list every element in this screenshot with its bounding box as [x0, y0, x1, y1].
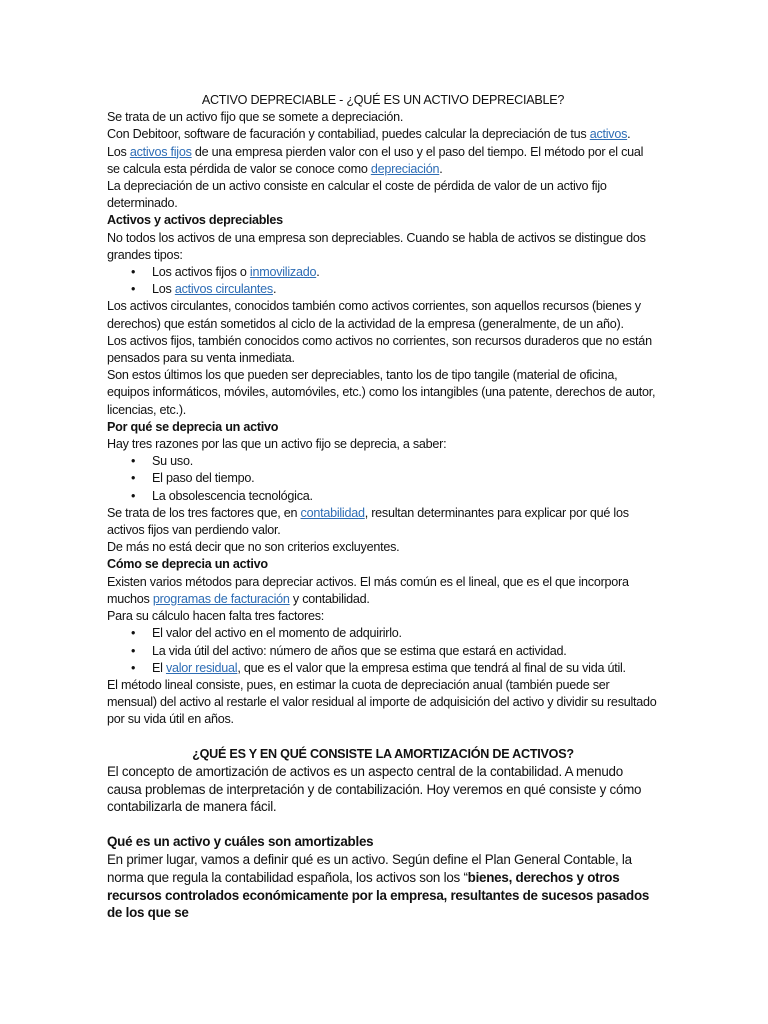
section1-paragraph-4: Son estos últimos los que pueden ser depreciables, tanto los de tipo tangile (material de oficina, equipos informáticos, móviles, automóviles, etc.) como los intangibles (una patente, derechos de autor, licencias, etc.).	[107, 368, 656, 417]
list-item: • La vida útil del activo: número de años que se estima que estará en actividad.	[107, 643, 659, 660]
section3-paragraph-1	[107, 574, 659, 608]
factors-list	[107, 625, 659, 677]
section-heading-que-es-activo: Qué es un activo y cuáles son amortizables	[107, 834, 374, 850]
list-item	[107, 660, 659, 677]
link-valor-residual[interactable]: valor residual	[165, 660, 238, 675]
text-span: Los	[152, 282, 175, 297]
text-span: En primer lugar, vamos a definir qué es un activo. Según define el Plan General Contable, la norma que regula la contabilidad española, los activos son los “	[107, 851, 632, 885]
asset-types-list	[107, 264, 659, 298]
section-heading-amortizacion: ¿QUÉ ES Y EN QUÉ CONSISTE LA AMORTIZACIÓN DE ACTIVOS?	[192, 746, 574, 761]
list-item: • Su uso.	[107, 453, 659, 470]
link-programas-facturacion[interactable]: programas de facturación	[152, 591, 290, 606]
section4-paragraph-1: El concepto de amortización de activos es un aspecto central de la contabilidad. A menudo causa problemas de interpretación y de contabilización. Hoy veremos en qué consiste y cómo contabilizarla de manera fácil.	[107, 763, 642, 815]
text-span: El	[152, 660, 166, 675]
intro-paragraph-3	[107, 144, 659, 178]
link-contabilidad[interactable]: contabilidad	[300, 505, 365, 520]
list-item	[107, 281, 659, 298]
text-span: Con Debitoor, software de facuración y contabiliad, puedes calcular la depreciación de tus	[107, 127, 590, 142]
text-span: .	[439, 161, 443, 176]
paragraph-spacer	[107, 816, 659, 833]
text-span: .	[316, 265, 320, 280]
intro-paragraph-4: La depreciación de un activo consiste en calcular el coste de pérdida de valor de un activo fijo determinado.	[107, 179, 607, 211]
text-span: Se trata de los tres factores que, en	[107, 505, 301, 520]
document-title: ACTIVO DEPRECIABLE - ¿QUÉ ES UN ACTIVO DEPRECIABLE?	[201, 93, 565, 107]
text-span: .	[627, 127, 631, 142]
list-item: • La obsolescencia tecnológica.	[107, 488, 659, 505]
section-heading-activos: Activos y activos depreciables	[107, 213, 283, 228]
section2-paragraph-1: Hay tres razones por las que un activo fijo se deprecia, a saber:	[107, 437, 447, 452]
bold-definition: bienes, derechos y otros recursos controlados económicamente por la empresa, resultantes de sucesos pasados de los que se	[107, 869, 650, 921]
section2-paragraph-2	[107, 505, 659, 539]
text-span: Los	[107, 144, 130, 159]
list-item: • El valor del activo en el momento de adquirirlo.	[107, 625, 659, 642]
text-span: de una empresa pierden valor con el uso y el paso del tiempo. El método por el cual se calcula esta pérdida de valor se conoce como	[107, 144, 644, 176]
section4-paragraph-2	[107, 851, 659, 922]
intro-paragraph-1: Se trata de un activo fijo que se somete a depreciación.	[107, 110, 404, 125]
list-item: • El paso del tiempo.	[107, 470, 659, 487]
link-activos-circulantes[interactable]: activos circulantes	[174, 282, 273, 297]
text-span: , que es el valor que la empresa estima que tendrá al final de su vida útil.	[237, 660, 626, 675]
link-activos[interactable]: activos	[589, 127, 628, 142]
section3-paragraph-2: Para su cálculo hacen falta tres factores:	[107, 609, 325, 624]
text-span: .	[272, 282, 277, 297]
link-activos-fijos[interactable]: activos fijos	[129, 144, 192, 159]
section-heading-como: Cómo se deprecia un activo	[107, 557, 268, 572]
intro-paragraph-2	[107, 126, 659, 143]
link-inmovilizado[interactable]: inmovilizado	[249, 265, 317, 280]
reasons-list	[107, 453, 659, 505]
text-span: Existen varios métodos para depreciar activos. El más común es el lineal, que es el que incorpora muchos	[107, 574, 629, 606]
list-item	[107, 264, 659, 281]
link-depreciacion[interactable]: depreciación	[370, 161, 440, 176]
text-span: Los activos fijos o	[152, 265, 250, 280]
section-heading-por-que: Por qué se deprecia un activo	[107, 419, 279, 434]
section1-paragraph-2: Los activos circulantes, conocidos también como activos corrientes, son aquellos recursos (bienes y derechos) que están sometidos al ciclo de la actividad de la empresa (generalmente, de un año).	[107, 299, 641, 331]
text-span: y contabilidad.	[289, 591, 370, 606]
text-span: , resultan determinantes para explicar por qué los activos fijos van perdiendo valor.	[107, 505, 629, 538]
section2-paragraph-3: De más no está decir que no son criterios excluyentes.	[107, 540, 400, 555]
document-body	[107, 92, 659, 922]
section3-paragraph-3: El método lineal consiste, pues, en estimar la cuota de depreciación anual (también puede ser mensual) del activo al restarle el valor residual al importe de adquisición del activo y dividir su resultado por su vida útil en años.	[107, 677, 657, 727]
section1-paragraph-3: Los activos fijos, también conocidos como activos no corrientes, son recursos duraderos que no están pensados para su venta inmediata.	[107, 333, 652, 366]
section1-paragraph-1: No todos los activos de una empresa son depreciables. Cuando se habla de activos se distingue dos grandes tipos:	[107, 230, 646, 262]
